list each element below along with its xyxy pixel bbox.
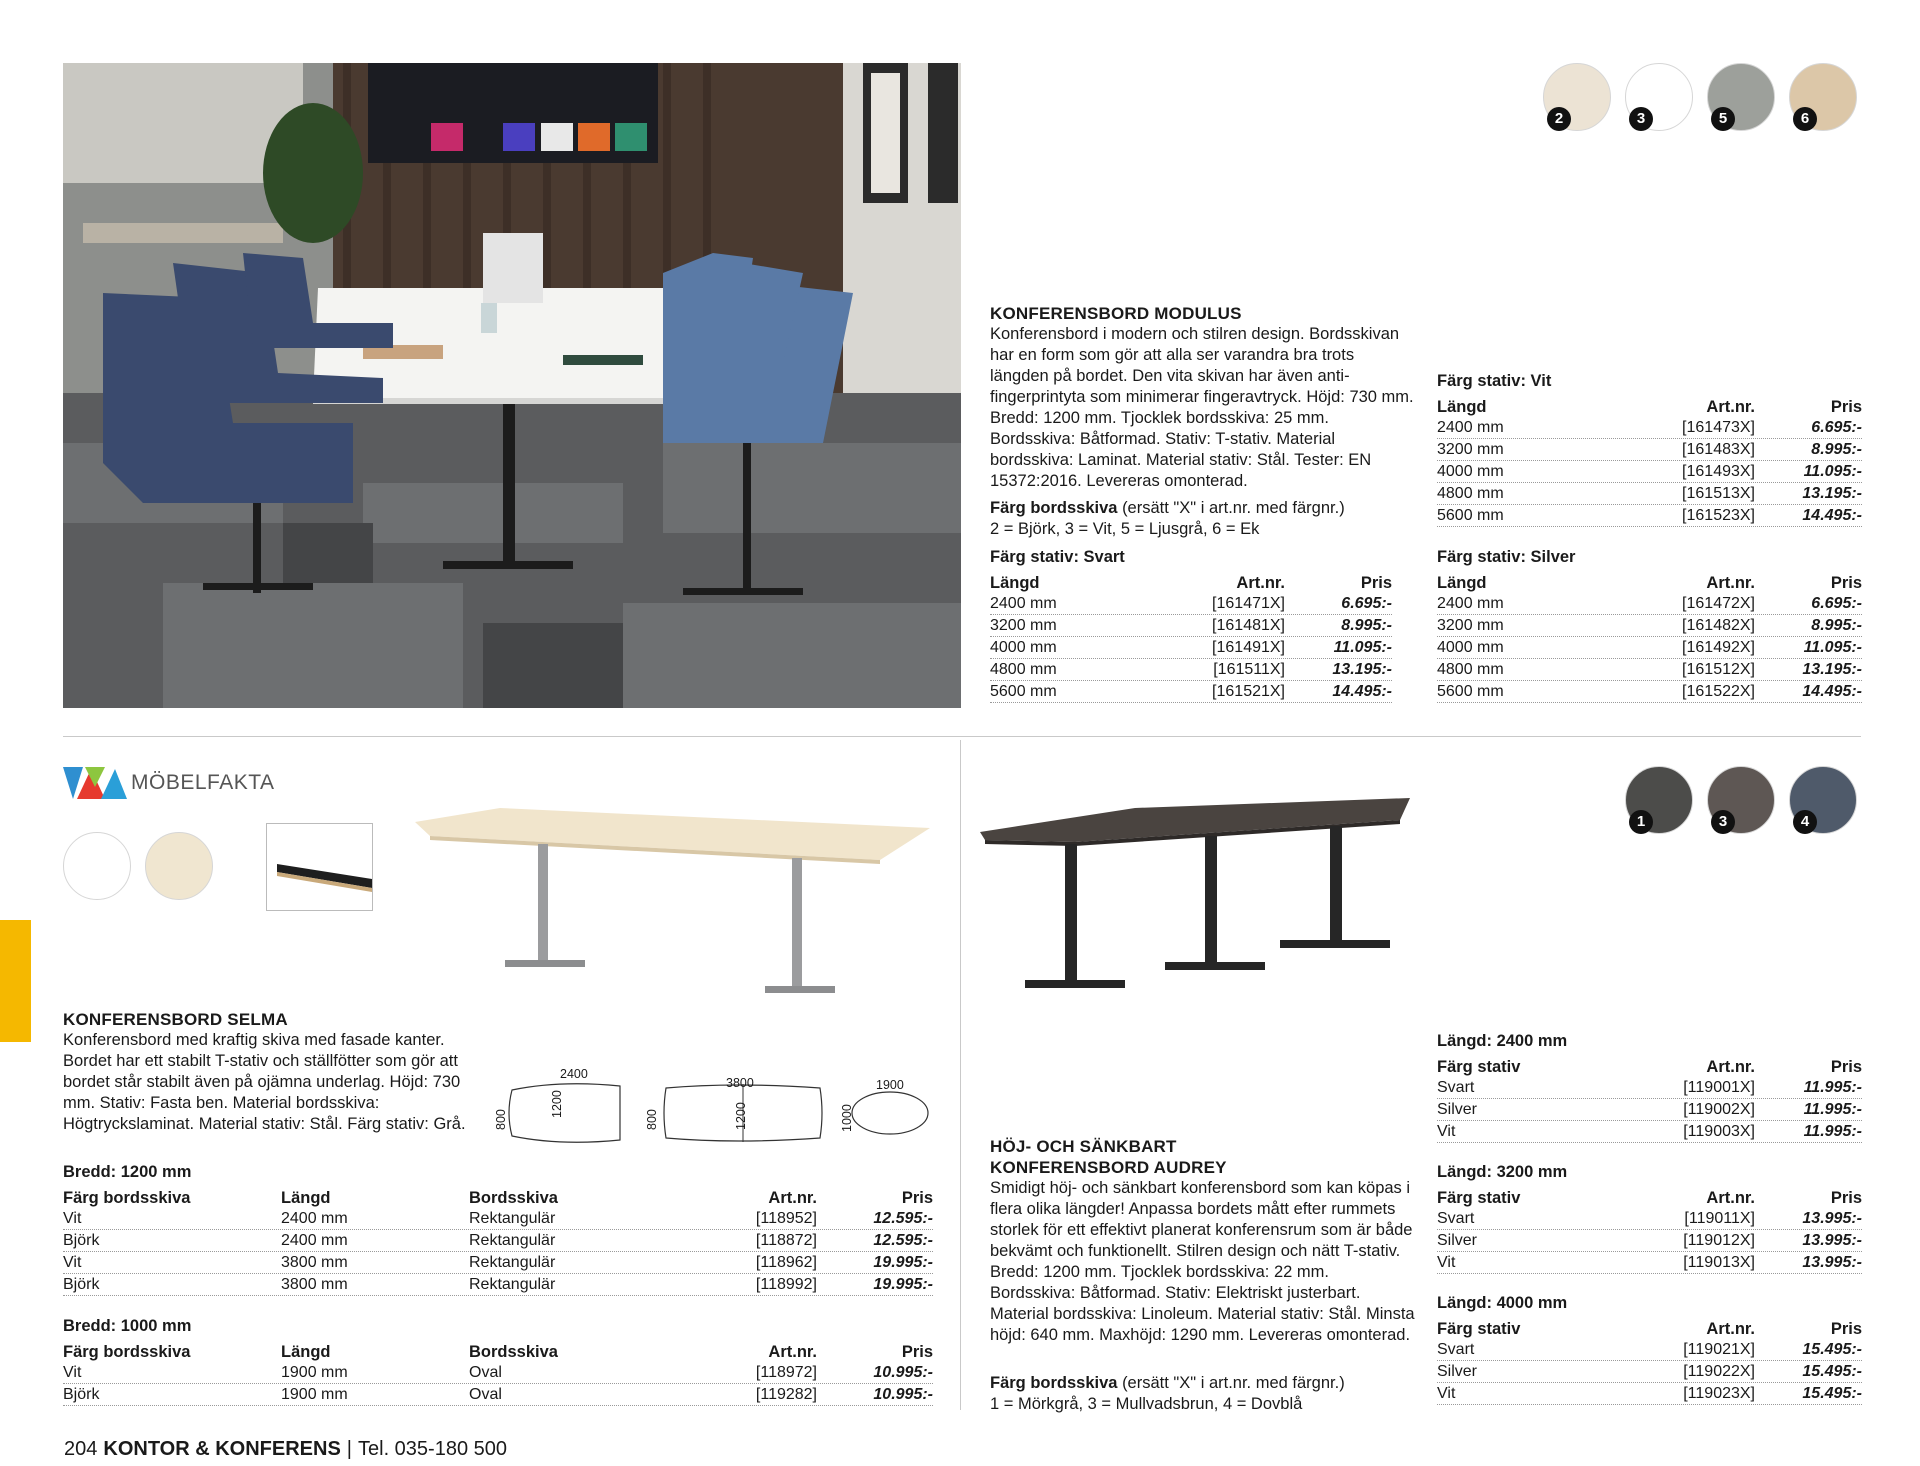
price-cell: 11.095:- [1333, 638, 1392, 656]
col-header: Färg stativ [1437, 1189, 1521, 1207]
col-header: Pris [901, 1189, 933, 1207]
col-header: Pris [1830, 398, 1862, 416]
col-header: Bordsskiva [469, 1343, 558, 1361]
cell: 4800 mm [990, 660, 1057, 678]
cell: 4800 mm [1437, 484, 1504, 502]
price-cell: 8.995:- [1341, 616, 1392, 634]
cell: 3200 mm [990, 616, 1057, 634]
price-cell: 10.995:- [873, 1385, 933, 1403]
cell: [161512X] [1682, 660, 1755, 678]
swatch-number: 3 [1711, 810, 1735, 834]
cell: 1900 mm [281, 1363, 348, 1381]
selma-description: Konferensbord med kraftig skiva med fasade kanter. Bordet har ett stabilt T-stativ och ställfötter som gör att bordet står stabilt även på ojämna underlag. Höjd: 730 mm. Stativ: Fasta ben. Material bordsskiva: Högtryckslaminat. Material stativ: Stål. Färg stativ: Grå. [63, 1031, 466, 1133]
price-cell: 6.695:- [1341, 594, 1392, 612]
table-row [1437, 1099, 1862, 1121]
cell: [161473X] [1682, 418, 1755, 436]
table-row [1437, 461, 1862, 483]
table-heading: Färg stativ: Silver [1437, 548, 1576, 566]
table-heading: Färg stativ: Svart [990, 548, 1125, 566]
dim-width: 1200 [734, 1102, 748, 1130]
col-header: Pris [1360, 574, 1392, 592]
cell: Silver [1437, 1100, 1478, 1118]
cell: [119011X] [1684, 1209, 1755, 1227]
cell: [119003X] [1683, 1122, 1755, 1140]
table-heading: Bredd: 1200 mm [63, 1163, 192, 1181]
cell: Vit [1437, 1253, 1456, 1271]
table-row [1437, 417, 1862, 439]
column-divider [960, 740, 961, 1410]
modulus-room-photo [63, 63, 961, 708]
swatch-bjork [145, 832, 213, 900]
price-cell: 13.195:- [1332, 660, 1392, 678]
price-table-modulus-silver [1437, 571, 1862, 703]
section-name: KONTOR & KONFERENS [103, 1438, 341, 1460]
price-cell: 10.995:- [873, 1363, 933, 1381]
cell: 2400 mm [1437, 594, 1504, 612]
col-header: Art.nr. [1706, 1320, 1755, 1338]
cell: [118872] [755, 1231, 817, 1249]
col-header: Längd [990, 574, 1040, 592]
cell: [161471X] [1212, 594, 1285, 612]
cell: Svart [1437, 1340, 1475, 1358]
audrey-description: Smidigt höj- och sänkbart konferensbord som kan köpas i flera olika längder! Anpassa bordets mått efter rummets storlek för ett effektivt planerat konferensrum som är både bekvämt och funktionellt. Stilren design och nätt T-stativ. Bredd: 1200 mm. Tjocklek bordsskiva: 22 mm. Bordsskiva: Båtformad. Stativ: Elektriskt justerbart. Material bordsskiva: Linoleum. Material stativ: Stål. Minsta höjd: 640 mm. Maxhöjd: 1290 mm. Levereras omonterad. [990, 1179, 1415, 1344]
color-options: 1 = Mörkgrå, 3 = Mullvadsbrun, 4 = Dovblå [990, 1395, 1303, 1413]
cell: [119282] [755, 1385, 817, 1403]
price-table-audrey-4000 [1437, 1317, 1862, 1405]
mobelfakta-brand: MÖBELFAKTA [131, 771, 275, 794]
price-cell: 6.695:- [1811, 418, 1862, 436]
col-header: Art.nr. [768, 1343, 817, 1361]
table-row [1437, 1339, 1862, 1361]
dim-height: 1000 [840, 1104, 854, 1132]
table-row [1437, 1208, 1862, 1230]
price-cell: 15.495:- [1802, 1362, 1862, 1380]
price-table-selma-1000 [63, 1340, 933, 1406]
col-header: Pris [1830, 1189, 1862, 1207]
col-header: Pris [901, 1343, 933, 1361]
price-table-audrey-2400 [1437, 1055, 1862, 1143]
mobelfakta-logo-icon [63, 765, 127, 801]
cell: [161523X] [1682, 506, 1755, 524]
col-header: Pris [1830, 574, 1862, 592]
col-header: Art.nr. [1706, 1058, 1755, 1076]
color-note: (ersätt "X" i art.nr. med färgnr.) [1122, 1374, 1345, 1392]
price-cell: 19.995:- [873, 1253, 933, 1271]
price-cell: 6.695:- [1811, 594, 1862, 612]
cell: Silver [1437, 1231, 1478, 1249]
col-header: Pris [1830, 1320, 1862, 1338]
cell: [118972] [755, 1363, 817, 1381]
color-label: Färg bordsskiva [990, 499, 1118, 517]
table-row [63, 1208, 933, 1230]
cell: 2400 mm [281, 1231, 348, 1249]
cell: [161522X] [1682, 682, 1755, 700]
table-row [1437, 1383, 1862, 1405]
page-footer [64, 1438, 507, 1461]
cell: Rektangulär [469, 1275, 556, 1293]
edge-detail-illustration [267, 824, 372, 910]
section-divider [63, 736, 1861, 737]
color-note: (ersätt "X" i art.nr. med färgnr.) [1122, 499, 1345, 517]
table-row [990, 615, 1392, 637]
price-cell: 13.195:- [1802, 660, 1862, 678]
swatch-number: 1 [1629, 810, 1653, 834]
col-header: Art.nr. [1236, 574, 1285, 592]
price-cell: 11.995:- [1803, 1122, 1862, 1140]
table-row [1437, 1252, 1862, 1274]
color-options: 2 = Björk, 3 = Vit, 5 = Ljusgrå, 6 = Ek [990, 520, 1260, 538]
swatch-number: 2 [1547, 107, 1571, 131]
cell: Vit [63, 1363, 82, 1381]
table-row [63, 1384, 933, 1406]
price-cell: 15.495:- [1802, 1340, 1862, 1358]
cell: [161491X] [1212, 638, 1285, 656]
col-header: Art.nr. [1706, 398, 1755, 416]
cell: Rektangulär [469, 1253, 556, 1271]
col-header: Längd [281, 1189, 331, 1207]
cell: Vit [63, 1209, 82, 1227]
price-cell: 11.095:- [1803, 638, 1862, 656]
table-header [1437, 395, 1862, 417]
price-cell: 11.995:- [1803, 1100, 1862, 1118]
cell: [161493X] [1682, 462, 1755, 480]
cell: 3200 mm [1437, 440, 1504, 458]
cell: [161481X] [1212, 616, 1285, 634]
dim-length: 1900 [876, 1078, 904, 1092]
table-header [63, 1340, 933, 1362]
price-cell: 11.995:- [1803, 1078, 1862, 1096]
price-cell: 13.995:- [1802, 1231, 1862, 1249]
audrey-color-info [990, 1373, 1415, 1415]
modulus-color-info [990, 498, 1415, 540]
dim-length: 3800 [726, 1076, 754, 1090]
col-header: Bordsskiva [469, 1189, 558, 1207]
price-table-modulus-vit [1437, 395, 1862, 527]
table-header [1437, 1317, 1862, 1339]
cell: 2400 mm [281, 1209, 348, 1227]
modulus-title: KONFERENSBORD MODULUS [990, 304, 1242, 323]
table-header [63, 1186, 933, 1208]
price-cell: 12.595:- [873, 1231, 933, 1249]
table-row [990, 659, 1392, 681]
table-heading: Bredd: 1000 mm [63, 1317, 192, 1335]
table-row [63, 1230, 933, 1252]
table-row [1437, 1077, 1862, 1099]
table-row [63, 1274, 933, 1296]
table-row [1437, 681, 1862, 703]
price-cell: 13.995:- [1802, 1209, 1862, 1227]
cell: [118962] [755, 1253, 817, 1271]
swatch-number: 5 [1711, 107, 1735, 131]
cell: [161482X] [1682, 616, 1755, 634]
cell: [161513X] [1682, 484, 1755, 502]
table-header [1437, 1055, 1862, 1077]
table-row [990, 593, 1392, 615]
cell: 5600 mm [1437, 506, 1504, 524]
price-cell: 8.995:- [1811, 616, 1862, 634]
edge-detail-image [266, 823, 373, 911]
table-row [990, 637, 1392, 659]
table-row [1437, 615, 1862, 637]
cell: 2400 mm [1437, 418, 1504, 436]
price-cell: 8.995:- [1811, 440, 1862, 458]
swatch-vit [63, 832, 131, 900]
cell: Svart [1437, 1078, 1475, 1096]
cell: Vit [1437, 1384, 1456, 1402]
cell: [161511X] [1213, 660, 1285, 678]
table-heading: Färg stativ: Vit [1437, 372, 1552, 390]
col-header: Färg stativ [1437, 1058, 1521, 1076]
cell: Björk [63, 1231, 100, 1249]
mobelfakta-logo [63, 765, 274, 801]
col-header: Pris [1830, 1058, 1862, 1076]
price-cell: 19.995:- [873, 1275, 933, 1293]
col-header: Längd [1437, 574, 1487, 592]
col-header: Längd [281, 1343, 331, 1361]
price-table-audrey-3200 [1437, 1186, 1862, 1274]
cell: 5600 mm [990, 682, 1057, 700]
color-label: Färg bordsskiva [990, 1374, 1118, 1392]
price-table-modulus-svart [990, 571, 1392, 703]
table-row [1437, 439, 1862, 461]
cell: [119001X] [1683, 1078, 1755, 1096]
table-header [1437, 1186, 1862, 1208]
room-illustration [63, 63, 961, 708]
price-table-selma-1200 [63, 1186, 933, 1296]
cell: [119021X] [1683, 1340, 1755, 1358]
table-row [1437, 505, 1862, 527]
price-cell: 12.595:- [873, 1209, 933, 1227]
cell: 4000 mm [990, 638, 1057, 656]
cell: 3200 mm [1437, 616, 1504, 634]
cell: [161483X] [1682, 440, 1755, 458]
cell: Svart [1437, 1209, 1475, 1227]
table-row [63, 1362, 933, 1384]
table-row [63, 1252, 933, 1274]
price-cell: 13.195:- [1802, 484, 1862, 502]
modulus-description: Konferensbord i modern och stilren design. Bordsskivan har en form som gör att alla ser varandra bra trots längden på bordet. Den vita skivan har även anti-fingerprintyta som minimerar fingeravtryck. Höjd: 730 mm. Bredd: 1200 mm. Tjocklek bordsskiva: 25 mm. Bordsskiva: Båtformad. Stativ: T-stativ. Material bordsskiva: Laminat. Material stativ: Stål. Tester: EN 15372:2016. Levereras omonterad. [990, 325, 1414, 490]
page-number: 204 [64, 1438, 98, 1460]
table-heading: Längd: 2400 mm [1437, 1032, 1568, 1050]
col-header: Art.nr. [768, 1189, 817, 1207]
cell: 4000 mm [1437, 638, 1504, 656]
selma-table-illustration [410, 800, 935, 1010]
cell: 3800 mm [281, 1275, 348, 1293]
cell: Vit [63, 1253, 82, 1271]
selma-product-image [410, 800, 935, 1010]
cell: [119012X] [1683, 1231, 1755, 1249]
audrey-title: HÖJ- OCH SÄNKBART KONFERENSBORD AUDREY [990, 1137, 1227, 1177]
cell: Vit [1437, 1122, 1456, 1140]
cell: [119023X] [1683, 1384, 1755, 1402]
phone-number: Tel. 035-180 500 [358, 1438, 508, 1460]
price-cell: 11.095:- [1803, 462, 1862, 480]
footer-separator: | [346, 1438, 352, 1460]
cell: Oval [469, 1385, 502, 1403]
selma-size-diagram [490, 1060, 940, 1150]
cell: Björk [63, 1275, 100, 1293]
table-row [1437, 1230, 1862, 1252]
selma-title: KONFERENSBORD SELMA [63, 1010, 288, 1029]
price-cell: 15.495:- [1802, 1384, 1862, 1402]
cell: 2400 mm [990, 594, 1057, 612]
swatch-number: 6 [1793, 107, 1817, 131]
col-header: Längd [1437, 398, 1487, 416]
dim-width: 1200 [550, 1090, 564, 1118]
cell: 4000 mm [1437, 462, 1504, 480]
cell: Rektangulär [469, 1209, 556, 1227]
dim-length: 2400 [560, 1067, 588, 1081]
cell: [118992] [755, 1275, 817, 1293]
cell: [118952] [755, 1209, 817, 1227]
audrey-table-illustration [975, 780, 1415, 1030]
cell: 5600 mm [1437, 682, 1504, 700]
table-row [1437, 483, 1862, 505]
table-row [1437, 659, 1862, 681]
table-heading: Längd: 3200 mm [1437, 1163, 1568, 1181]
table-row [1437, 637, 1862, 659]
dim-height: 800 [645, 1109, 659, 1130]
cell: 4800 mm [1437, 660, 1504, 678]
table-header [990, 571, 1392, 593]
col-header: Art.nr. [1706, 1189, 1755, 1207]
price-cell: 14.495:- [1802, 682, 1862, 700]
table-heading: Längd: 4000 mm [1437, 1294, 1568, 1312]
table-row [1437, 593, 1862, 615]
cell: 3800 mm [281, 1253, 348, 1271]
col-header: Färg stativ [1437, 1320, 1521, 1338]
col-header: Art.nr. [1706, 574, 1755, 592]
cell: Silver [1437, 1362, 1478, 1380]
table-row [990, 681, 1392, 703]
col-header: Färg bordsskiva [63, 1343, 191, 1361]
price-cell: 13.995:- [1802, 1253, 1862, 1271]
table-row [1437, 1121, 1862, 1143]
cell: Oval [469, 1363, 502, 1381]
price-cell: 14.495:- [1332, 682, 1392, 700]
cell: [119022X] [1683, 1362, 1755, 1380]
chapter-tab [0, 920, 31, 1042]
swatch-number: 4 [1793, 810, 1817, 834]
cell: [161521X] [1212, 682, 1285, 700]
cell: [119002X] [1683, 1100, 1755, 1118]
price-cell: 14.495:- [1802, 506, 1862, 524]
dim-height: 800 [494, 1109, 508, 1130]
cell: 1900 mm [281, 1385, 348, 1403]
audrey-product-image [975, 780, 1415, 1030]
col-header: Färg bordsskiva [63, 1189, 191, 1207]
cell: [161492X] [1682, 638, 1755, 656]
table-header [1437, 571, 1862, 593]
cell: Rektangulär [469, 1231, 556, 1249]
table-row [1437, 1361, 1862, 1383]
cell: Björk [63, 1385, 100, 1403]
swatch-number: 3 [1629, 107, 1653, 131]
cell: [119013X] [1683, 1253, 1755, 1271]
cell: [161472X] [1682, 594, 1755, 612]
